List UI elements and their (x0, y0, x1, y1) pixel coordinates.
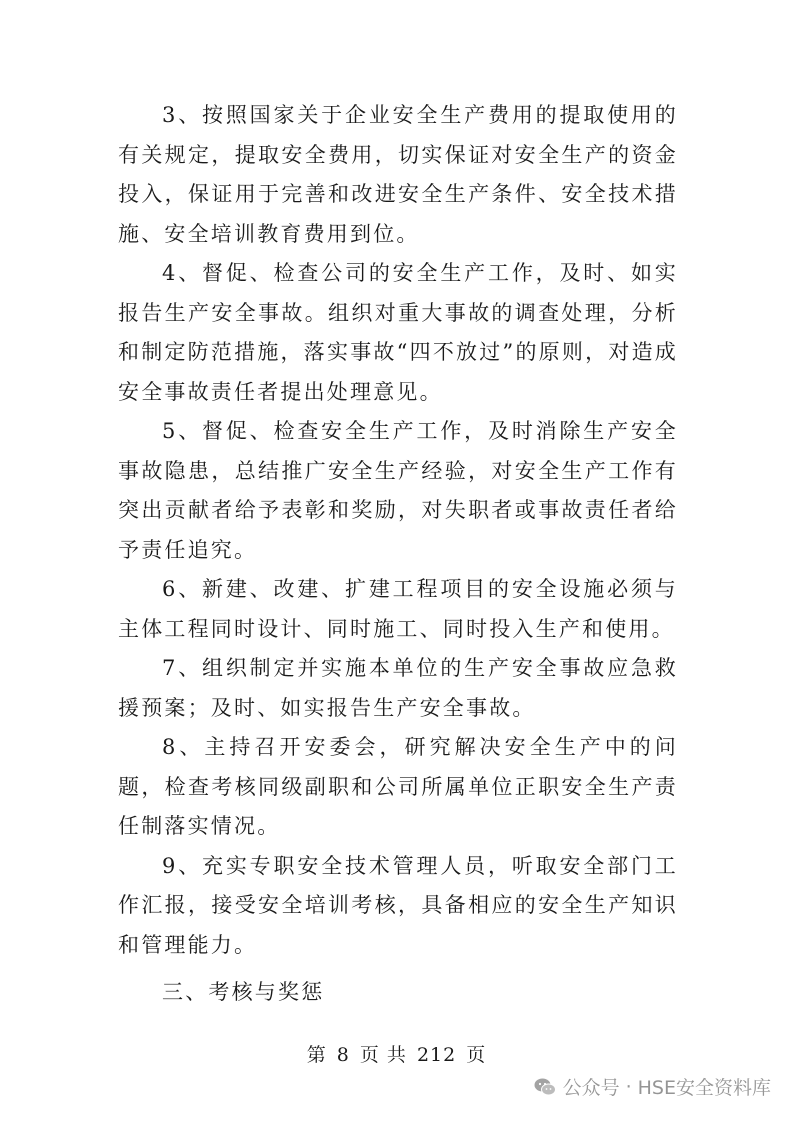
section-heading: 三、考核与奖惩 (162, 980, 325, 1004)
footer-middle: 页 共 (359, 1044, 407, 1066)
footer-suffix: 页 (466, 1044, 487, 1066)
watermark-account: HSE安全资料库 (637, 1077, 771, 1099)
paragraph-item-9: 9、充实专职安全技术管理人员，听取安全部门工作汇报，接受安全培训考核，具备相应的安全生产知识和管理能力。 (118, 853, 678, 957)
watermark-label: 公众号 (562, 1077, 620, 1099)
paragraph-item-5: 5、督促、检查安全生产工作，及时消除生产安全事故隐患，总结推广安全生产经验，对安全生产工作有突出贡献者给予表彰和奖励，对失职者或事故责任者给予责任追究。 (118, 419, 678, 562)
paragraph-item-6: 6、新建、改建、扩建工程项目的安全设施必须与主体工程同时设计、同时施工、同时投入生产和使用。 (118, 577, 678, 641)
wechat-icon (533, 1075, 557, 1099)
paragraph-item-3: 3、按照国家关于企业安全生产费用的提取使用的有关规定，提取安全费用，切实保证对安全生产的资金投入，保证用于完善和改进安全生产条件、安全技术措施、安全培训教育费用到位。 (118, 103, 678, 246)
footer-total-pages: 212 (416, 1044, 457, 1066)
document-body (118, 96, 678, 965)
watermark-separator: · (625, 1075, 632, 1098)
footer-page-number: 8 (336, 1044, 350, 1066)
watermark (533, 1073, 771, 1100)
page-footer (0, 1040, 793, 1067)
paragraph-item-8: 8、主持召开安委会，研究解决安全生产中的问题，检查考核同级副职和公司所属单位正职安全生产责任制落实情况。 (118, 735, 678, 838)
paragraph-item-7: 7、组织制定并实施本单位的生产安全事故应急救援预案；及时、如实报告生产安全事故。 (118, 656, 678, 720)
paragraph-item-4: 4、督促、检查公司的安全生产工作，及时、如实报告生产安全事故。组织对重大事故的调查处理，分析和制定防范措施，落实事故“四不放过”的原则，对造成安全事故责任者提出处理意见。 (118, 261, 678, 404)
footer-prefix: 第 (306, 1044, 327, 1066)
